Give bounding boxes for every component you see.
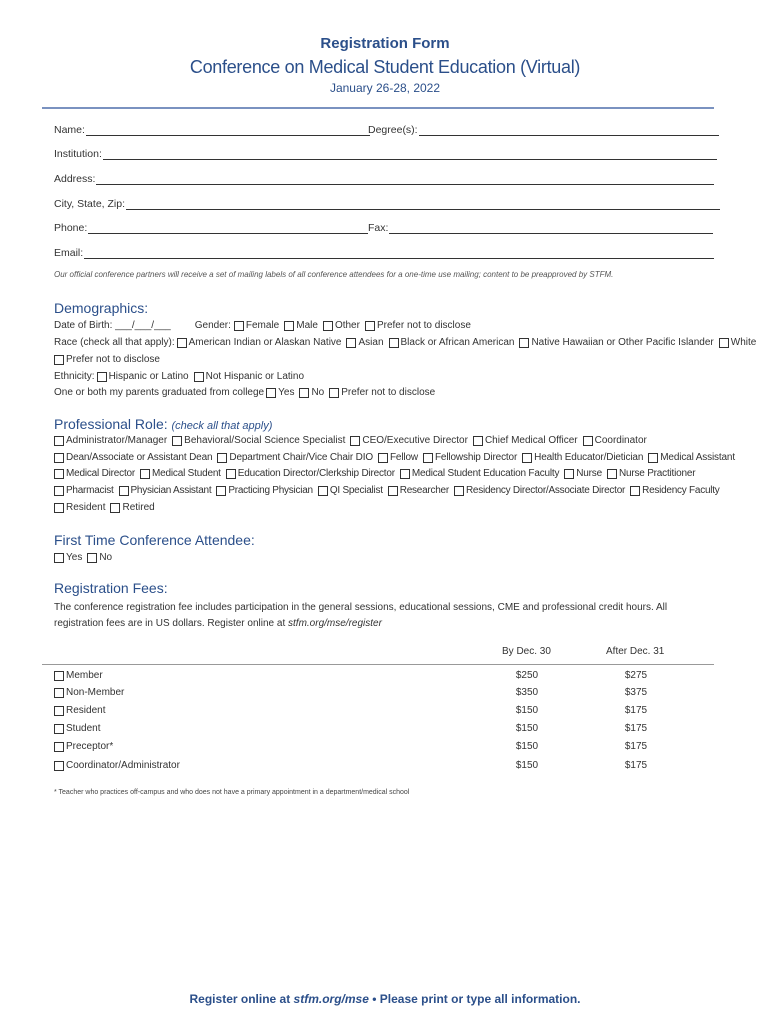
checkbox[interactable]	[54, 688, 64, 698]
partners-note: Our official conference partners will receive a set of mailing labels of all conference attendees for a one-time use mailing; content to be preapproved by STFM.	[54, 270, 614, 279]
first-time-row	[54, 552, 117, 563]
checkbox[interactable]	[378, 453, 388, 463]
checkbox[interactable]	[54, 486, 64, 496]
footer-link[interactable]: stfm.org/mse	[293, 992, 369, 1006]
role-option[interactable]: Physician Assistant	[119, 485, 212, 496]
fees-divider	[42, 664, 714, 665]
early-fee: $350	[515, 687, 539, 698]
fee-option[interactable]: Preceptor*	[54, 741, 113, 752]
early-fee: $250	[515, 670, 539, 681]
address-line[interactable]	[96, 173, 714, 185]
demographics-heading: Demographics:	[54, 300, 149, 316]
race-row	[54, 337, 761, 348]
fee-option[interactable]: Non-Member	[54, 687, 124, 698]
checkbox[interactable]	[54, 724, 64, 734]
first-time-heading: First Time Conference Attendee:	[54, 532, 255, 548]
role-option[interactable]: Resident	[54, 502, 105, 513]
checkbox[interactable]	[346, 338, 356, 348]
registration-fees-heading: Registration Fees:	[54, 580, 168, 596]
role-option[interactable]: Coordinator	[583, 435, 647, 446]
city-state-zip-label: City, State, Zip:	[54, 198, 125, 210]
email-field[interactable]	[54, 247, 714, 259]
checkbox[interactable]	[607, 469, 617, 479]
checkbox[interactable]	[140, 469, 150, 479]
checkbox[interactable]	[284, 321, 294, 331]
role-option[interactable]: Researcher	[388, 485, 449, 496]
role-option[interactable]: Pharmacist	[54, 485, 114, 496]
fax-label: Fax:	[368, 222, 389, 234]
conference-title: Conference on Medical Student Education (Virtual)	[189, 57, 581, 77]
ethnicity-option[interactable]: Hispanic or Latino	[97, 371, 189, 382]
first-time-option[interactable]: Yes	[54, 552, 82, 563]
late-column-header: After Dec. 31	[606, 646, 665, 657]
role-option[interactable]: Nurse	[564, 468, 602, 479]
checkbox[interactable]	[54, 553, 64, 563]
role-option[interactable]: Medical Student Education Faculty	[400, 468, 559, 479]
role-option[interactable]: Residency Faculty	[630, 485, 719, 496]
late-fee: $175	[624, 741, 648, 752]
city-state-zip-field[interactable]	[54, 198, 720, 210]
checkbox[interactable]	[400, 469, 410, 479]
race-option[interactable]: Black or African American	[389, 337, 515, 348]
checkbox[interactable]	[389, 338, 399, 348]
dob-gender-row	[54, 320, 476, 331]
role-option[interactable]: Retired	[110, 502, 154, 513]
checkbox[interactable]	[172, 436, 182, 446]
race-option[interactable]: Prefer not to disclose	[54, 354, 160, 365]
checkbox[interactable]	[110, 503, 120, 513]
role-option[interactable]: Medical Student	[140, 468, 221, 479]
professional-role-subtitle: (check all that apply)	[171, 420, 273, 432]
checkbox[interactable]	[217, 453, 227, 463]
early-fee: $150	[515, 760, 539, 771]
role-option[interactable]: Fellowship Director	[423, 452, 517, 463]
role-option[interactable]: CEO/Executive Director	[350, 435, 468, 446]
checkbox[interactable]	[54, 469, 64, 479]
parents-option[interactable]: Yes	[266, 387, 294, 398]
checkbox[interactable]	[54, 761, 64, 771]
late-fee: $175	[624, 705, 648, 716]
checkbox[interactable]	[177, 338, 187, 348]
institution-label: Institution:	[54, 148, 102, 160]
fee-option[interactable]: Resident	[54, 705, 105, 716]
checkbox[interactable]	[54, 706, 64, 716]
race-row-2	[54, 354, 165, 365]
role-option[interactable]: Health Educator/Dietician	[522, 452, 643, 463]
parents-option[interactable]: No	[299, 387, 324, 398]
role-option[interactable]: Department Chair/Vice Chair DIO	[217, 452, 373, 463]
late-fee: $175	[624, 723, 648, 734]
role-row	[54, 485, 725, 496]
address-field[interactable]	[54, 173, 714, 185]
dob-field[interactable]: Date of Birth: ___/___/___	[54, 320, 171, 331]
checkbox[interactable]	[630, 486, 640, 496]
name-label: Name:	[54, 124, 85, 136]
checkbox[interactable]	[318, 486, 328, 496]
checkbox[interactable]	[54, 453, 64, 463]
checkbox[interactable]	[97, 372, 107, 382]
email-label: Email:	[54, 247, 84, 259]
phone-field[interactable]	[54, 222, 368, 234]
professional-role-heading	[54, 416, 272, 432]
email-line[interactable]	[84, 247, 714, 259]
checkbox[interactable]	[350, 436, 360, 446]
phone-line[interactable]	[88, 222, 368, 234]
degrees-label: Degree(s):	[368, 124, 418, 136]
checkbox[interactable]	[473, 436, 483, 446]
checkbox[interactable]	[454, 486, 464, 496]
checkbox[interactable]	[87, 553, 97, 563]
checkbox[interactable]	[119, 486, 129, 496]
first-time-option[interactable]: No	[87, 552, 112, 563]
checkbox[interactable]	[648, 453, 658, 463]
race-option[interactable]: American Indian or Alaskan Native	[177, 337, 342, 348]
role-row	[54, 502, 160, 513]
preceptor-footnote: * Teacher who practices off-campus and who does not have a primary appointment in a department/medical school	[54, 789, 410, 796]
checkbox[interactable]	[234, 321, 244, 331]
checkbox[interactable]	[522, 453, 532, 463]
role-option[interactable]: Administrator/Manager	[54, 435, 167, 446]
phone-label: Phone:	[54, 222, 88, 234]
gender-option[interactable]: Female	[234, 320, 279, 331]
early-fee: $150	[515, 705, 539, 716]
checkbox[interactable]	[54, 742, 64, 752]
late-fee: $375	[624, 687, 648, 698]
checkbox[interactable]	[299, 388, 309, 398]
institution-line[interactable]	[103, 148, 717, 160]
footer-register-line: Register online at stfm.org/mse • Please print or type all information.	[189, 992, 581, 1006]
checkbox[interactable]	[583, 436, 593, 446]
role-option[interactable]: Medical Assistant	[648, 452, 735, 463]
checkbox[interactable]	[216, 486, 226, 496]
name-field[interactable]	[54, 124, 370, 136]
race-option[interactable]: Asian	[346, 337, 383, 348]
checkbox[interactable]	[423, 453, 433, 463]
fee-option[interactable]: Student	[54, 723, 100, 734]
role-option[interactable]: Practicing Physician	[216, 485, 312, 496]
role-option[interactable]: Dean/Associate or Assistant Dean	[54, 452, 212, 463]
role-option[interactable]: Education Director/Clerkship Director	[226, 468, 395, 479]
role-option[interactable]: Residency Director/Associate Director	[454, 485, 625, 496]
checkbox[interactable]	[329, 388, 339, 398]
fees-description: The conference registration fee includes participation in the general sessions, educational sessions, CME and professional credit hours. All registration fees are in US dollars. Register online at stfm.org/mse/register	[54, 602, 668, 629]
role-row	[54, 452, 740, 463]
checkbox[interactable]	[519, 338, 529, 348]
checkbox[interactable]	[194, 372, 204, 382]
checkbox[interactable]	[54, 671, 64, 681]
address-label: Address:	[54, 173, 96, 185]
checkbox[interactable]	[564, 469, 574, 479]
role-option[interactable]: Nurse Practitioner	[607, 468, 695, 479]
gender-option[interactable]: Prefer not to disclose	[365, 320, 471, 331]
degrees-line[interactable]	[419, 124, 719, 136]
role-row	[54, 468, 700, 479]
institution-field[interactable]	[54, 148, 717, 160]
role-option[interactable]: Behavioral/Social Science Specialist	[172, 435, 345, 446]
early-fee: $150	[515, 741, 539, 752]
checkbox[interactable]	[266, 388, 276, 398]
role-option[interactable]: Medical Director	[54, 468, 135, 479]
checkbox[interactable]	[388, 486, 398, 496]
checkbox[interactable]	[323, 321, 333, 331]
form-title: Registration Form	[320, 35, 450, 52]
ethnicity-label: Ethnicity:	[54, 371, 95, 382]
checkbox[interactable]	[54, 503, 64, 513]
city-state-zip-line[interactable]	[126, 198, 720, 210]
parents-college-row	[54, 387, 440, 398]
ethnicity-option[interactable]: Not Hispanic or Latino	[194, 371, 304, 382]
parents-option[interactable]: Prefer not to disclose	[329, 387, 435, 398]
gender-option[interactable]: Male	[284, 320, 318, 331]
early-fee: $150	[515, 723, 539, 734]
fee-option[interactable]: Member	[54, 670, 103, 681]
late-fee: $175	[624, 760, 648, 771]
fax-field[interactable]	[368, 222, 713, 234]
checkbox[interactable]	[719, 338, 729, 348]
checkbox[interactable]	[54, 436, 64, 446]
ethnicity-row	[54, 371, 309, 382]
fee-option[interactable]: Coordinator/Administrator	[54, 760, 180, 771]
checkbox[interactable]	[54, 355, 64, 365]
professional-role-title: Professional Role:	[54, 416, 168, 432]
late-fee: $275	[624, 670, 648, 681]
role-option[interactable]: QI Specialist	[318, 485, 383, 496]
conference-dates: January 26-28, 2022	[329, 81, 441, 95]
name-line[interactable]	[86, 124, 370, 136]
role-option[interactable]: Chief Medical Officer	[473, 435, 578, 446]
degrees-field[interactable]	[368, 124, 719, 136]
parents-college-label: One or both my parents graduated from college	[54, 387, 265, 398]
gender-label: Gender:	[194, 320, 231, 331]
fax-line[interactable]	[389, 222, 713, 234]
race-option[interactable]: White	[719, 337, 757, 348]
checkbox[interactable]	[365, 321, 375, 331]
header-divider	[42, 107, 714, 109]
race-option[interactable]: Native Hawaiian or Other Pacific Islander	[519, 337, 713, 348]
role-row	[54, 435, 652, 446]
role-option[interactable]: Fellow	[378, 452, 418, 463]
race-label: Race (check all that apply):	[54, 337, 175, 348]
register-link[interactable]: stfm.org/mse/register	[288, 618, 382, 629]
checkbox[interactable]	[226, 469, 236, 479]
gender-option[interactable]: Other	[323, 320, 360, 331]
early-column-header: By Dec. 30	[502, 646, 551, 657]
